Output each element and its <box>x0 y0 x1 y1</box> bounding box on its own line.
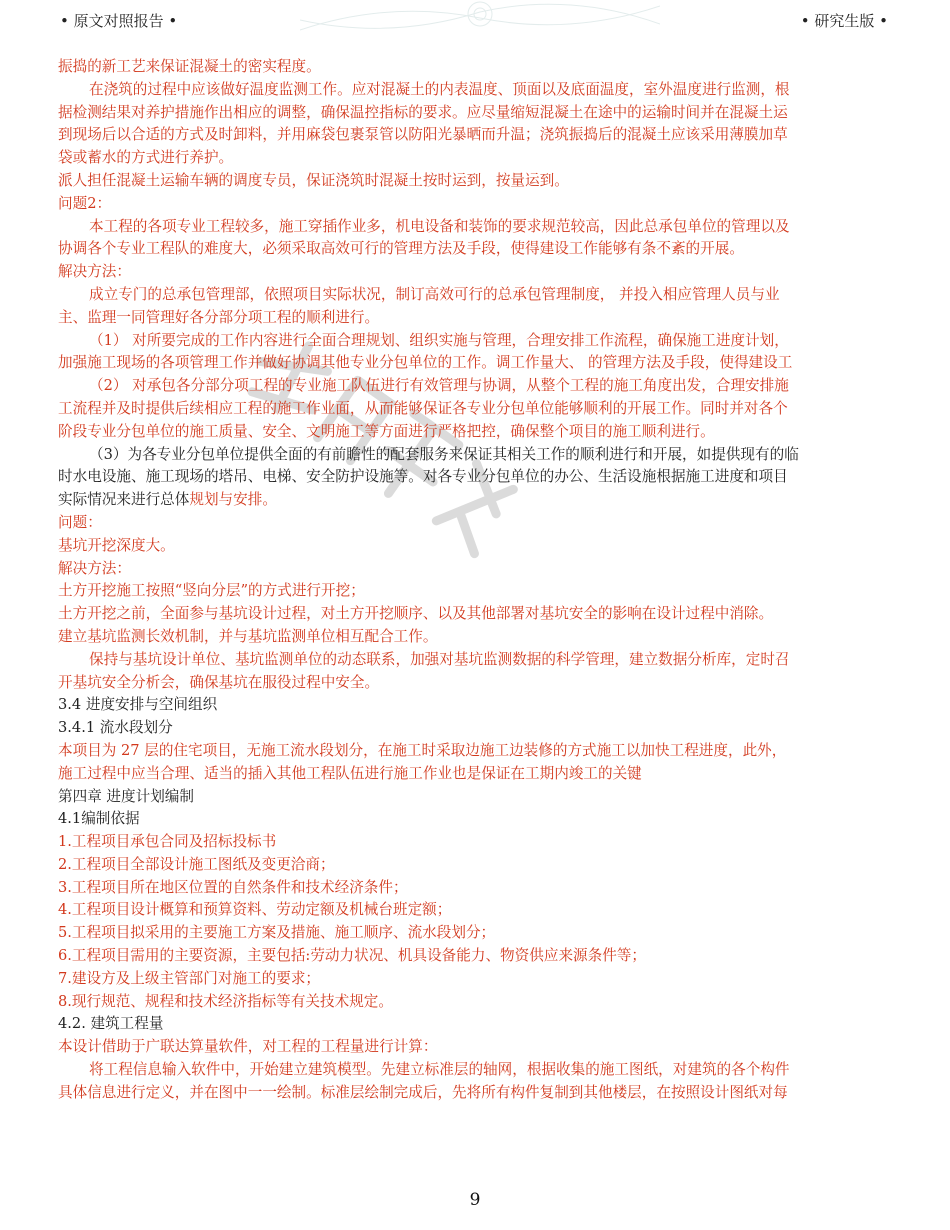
body-line: （3）为各专业分包单位提供全面的有前瞻性的配套服务来保证其相关工作的顺利进行和开展，如提供现有的临 <box>89 445 799 463</box>
body-line: 工流程并及时提供后续相应工程的施工作业面，从而能够保证各专业分包单位能够顺利的开展工作。同时并对各个 <box>58 399 788 417</box>
body-line: 问题： <box>58 513 102 531</box>
body-line: 在浇筑的过程中应该做好温度监测工作。应对混凝土的内表温度、顶面以及底面温度，室外温度进行监测，根 <box>89 80 790 98</box>
body-line: 本设计借助于广联达算量软件，对工程的工程量进行计算： <box>58 1038 438 1056</box>
body-line: 协调各个专业工程队的难度大，必须采取高效可行的管理方法及手段，使得建设工作能够有条不紊的开展。 <box>58 240 744 258</box>
body-line: 具体信息进行定义，并在图中一一绘制。标准层绘制完成后，先将所有构件复制到其他楼层，在按照设计图纸对每 <box>58 1083 788 1101</box>
list-item: 5.工程项目拟采用的主要施工方案及措施、施工顺序、流水段划分； <box>58 924 496 942</box>
section-heading: 4.1编制依据 <box>58 810 140 828</box>
body-line: （1） 对所要完成的工作内容进行全面合理规划、组织实施与管理，合理安排工作流程，确保施工进度计划， <box>89 331 789 349</box>
body-line: 解决方法： <box>58 559 131 577</box>
body-line: 阶段专业分包单位的施工质量、安全、文明施工等方面进行严格把控，确保整个项目的施工顺利进行。 <box>58 422 715 440</box>
body-line: 主、监理一同管理好各分部分项工程的顺利进行。 <box>58 308 380 326</box>
header-edition: • 研究生版 • <box>800 12 888 30</box>
list-item: 8.现行规范、规程和技术经济指标等有关技术规定。 <box>58 992 393 1010</box>
body-line: 解决方法： <box>58 263 131 281</box>
body-line: 时水电设施、施工现场的塔吊、电梯、安全防护设施等。对各专业分包单位的办公、生活设施根据施工进度和项目 <box>58 468 788 486</box>
list-item: 7.建设方及上级主管部门对施工的要求； <box>58 969 321 987</box>
body-line: 袋或蓄水的方式进行养护。 <box>58 149 234 167</box>
body-line-mixed <box>58 489 888 512</box>
body-line: （2） 对承包各分部分项工程的专业施工队伍进行有效管理与协调，从整个工程的施工角度出发，合理安排施 <box>89 377 789 395</box>
body-line: 到现场后以合适的方式及时卸料，并用麻袋包裹泵管以防阳光暴晒而升温；浇筑振捣后的混凝土应该采用薄膜加草 <box>58 126 788 144</box>
body-line: 土方开挖之前，全面参与基坑设计过程，对土方开挖顺序、以及其他部署对基坑安全的影响在设计过程中消除。 <box>58 605 774 623</box>
list-item: 6.工程项目需用的主要资源，主要包括:劳动力状况、机具设备能力、物资供应来源条件等； <box>58 947 647 965</box>
body-line: 将工程信息输入软件中，开始建立建筑模型。先建立标准层的轴网，根据收集的施工图纸，对建筑的各个构件 <box>89 1061 790 1079</box>
body-line: 开基坑安全分析会，确保基坑在服役过程中安全。 <box>58 673 380 691</box>
body-line: 本项目为 27 层的住宅项目，无施工流水段划分，在施工时采取边施工边装修的方式施工以加快工程进度，此外， <box>58 741 787 759</box>
body-line: 派人担任混凝土运输车辆的调度专员，保证浇筑时混凝土按时运到，按量运到。 <box>58 171 569 189</box>
document-body <box>58 56 888 1105</box>
section-heading: 3.4 进度安排与空间组织 <box>58 696 218 714</box>
page-number: 9 <box>469 1190 481 1210</box>
body-line: 据检测结果对养护措施作出相应的调整，确保温控指标的要求。应尽量缩短混凝土在途中的运输时间并在混凝土运 <box>58 103 788 121</box>
body-line: 建立基坑监测长效机制，并与基坑监测单位相互配合工作。 <box>58 627 438 645</box>
body-line: 土方开挖施工按照“竖向分层”的方式进行开挖； <box>58 582 365 600</box>
list-item: 1.工程项目承包合同及招标投标书 <box>58 833 277 851</box>
body-line: 振捣的新工艺来保证混凝土的密实程度。 <box>58 58 321 75</box>
chapter-heading: 第四章 进度计划编制 <box>58 787 194 805</box>
body-text-plain: 实际情况来进行总体 <box>58 491 190 509</box>
body-line: 本工程的各项专业工程较多，施工穿插作业多，机电设备和装饰的要求规范较高，因此总承包单位的管理以及 <box>89 217 790 235</box>
page-header <box>0 0 950 40</box>
body-line: 施工过程中应当合理、适当的插入其他工程队伍进行施工作业也是保证在工期内竣工的关键 <box>58 764 642 782</box>
list-item: 2.工程项目全部设计施工图纸及变更洽商； <box>58 855 335 873</box>
list-item: 3.工程项目所在地区位置的自然条件和技术经济条件； <box>58 878 408 896</box>
body-line: 成立专门的总承包管理部，依照项目实际状况，制订高效可行的总承包管理制度， 并投入相应管理人员与业 <box>89 285 780 303</box>
body-line: 加强施工现场的各项管理工作并做好协调其他专业分包单位的工作。调工作量大、 的管理方法及手段，使得建设工 <box>58 354 793 372</box>
body-text-highlight: 规划与安排。 <box>189 491 277 509</box>
section-heading: 4.2. 建筑工程量 <box>58 1015 164 1033</box>
list-item: 4.工程项目设计概算和预算资料、劳动定额及机械台班定额； <box>58 901 452 919</box>
body-line: 问题2： <box>58 194 112 212</box>
header-report-title: • 原文对照报告 • <box>60 12 178 30</box>
subsection-heading: 3.4.1 流水段划分 <box>58 719 173 737</box>
body-line: 保持与基坑设计单位、基坑监测单位的动态联系，加强对基坑监测数据的科学管理，建立数据分析库，定时召 <box>89 650 790 668</box>
header-ornament <box>300 0 660 36</box>
body-line: 基坑开挖深度大。 <box>58 536 175 554</box>
